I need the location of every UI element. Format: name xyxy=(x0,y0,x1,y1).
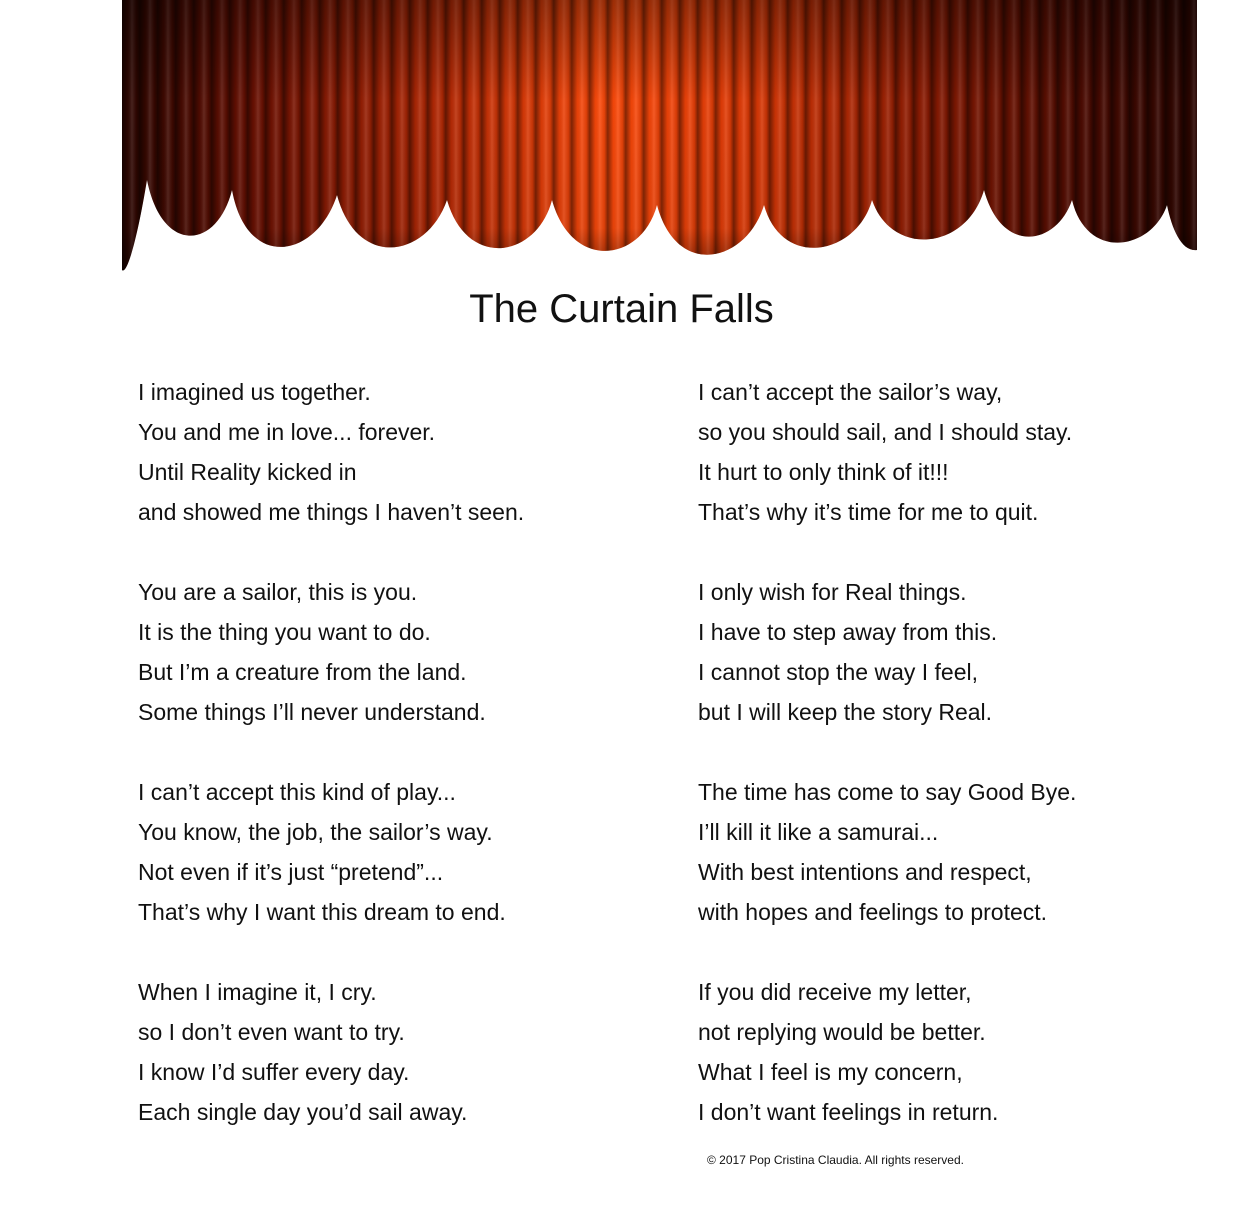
poem-line: You and me in love... forever. xyxy=(138,419,436,445)
poem-line: What I feel is my concern, xyxy=(698,1059,963,1085)
poem-line: That’s why I want this dream to end. xyxy=(138,899,506,925)
poem-line: You are a sailor, this is you. xyxy=(138,579,418,605)
stanza xyxy=(138,972,678,1132)
poem-line: The time has come to say Good Bye. xyxy=(698,779,1077,805)
poem-line: But I’m a creature from the land. xyxy=(138,659,467,685)
poem-line: I imagined us together. xyxy=(138,379,371,405)
poem-title: The Curtain Falls xyxy=(469,287,774,331)
left-column xyxy=(138,372,678,1172)
poem-line: I have to step away from this. xyxy=(698,619,998,645)
poem-line: I only wish for Real things. xyxy=(698,579,967,605)
curtain-illustration xyxy=(122,0,1197,285)
stanza xyxy=(698,772,1238,932)
poem-line: If you did receive my letter, xyxy=(698,979,972,1005)
poem-line: I can’t accept this kind of play... xyxy=(138,779,456,805)
stanza xyxy=(698,372,1238,532)
poem-line: I know I’d suffer every day. xyxy=(138,1059,410,1085)
poem-line: I can’t accept the sailor’s way, xyxy=(698,379,1003,405)
stanza xyxy=(138,372,678,532)
poem-line: and showed me things I haven’t seen. xyxy=(138,499,525,525)
stanza xyxy=(138,772,678,932)
stanza xyxy=(138,572,678,732)
right-column xyxy=(698,372,1238,1172)
poem-line: so you should sail, and I should stay. xyxy=(698,419,1073,445)
poem-line: Each single day you’d sail away. xyxy=(138,1099,468,1125)
poem-line: I cannot stop the way I feel, xyxy=(698,659,978,685)
poem-line: You know, the job, the sailor’s way. xyxy=(138,819,493,845)
poem-line: so I don’t even want to try. xyxy=(138,1019,405,1045)
poem-line: That’s why it’s time for me to quit. xyxy=(698,499,1039,525)
poem-line: not replying would be better. xyxy=(698,1019,986,1045)
poem-line: I don’t want feelings in return. xyxy=(698,1099,999,1125)
poem-line: It is the thing you want to do. xyxy=(138,619,431,645)
poem-line: Until Reality kicked in xyxy=(138,459,357,485)
poem-line: Not even if it’s just “pretend”... xyxy=(138,859,444,885)
stanza xyxy=(698,972,1238,1132)
copyright-notice: © 2017 Pop Cristina Claudia. All rights reserved. xyxy=(707,1153,964,1167)
poem-line: but I will keep the story Real. xyxy=(698,699,993,725)
poem-line: With best intentions and respect, xyxy=(698,859,1032,885)
poem-line: I’ll kill it like a samurai... xyxy=(698,819,939,845)
stanza xyxy=(698,572,1238,732)
poem-line: When I imagine it, I cry. xyxy=(138,979,377,1005)
poem-line: with hopes and feelings to protect. xyxy=(698,899,1048,925)
poem-line: Some things I’ll never understand. xyxy=(138,699,486,725)
poem-line: It hurt to only think of it!!! xyxy=(698,459,949,485)
